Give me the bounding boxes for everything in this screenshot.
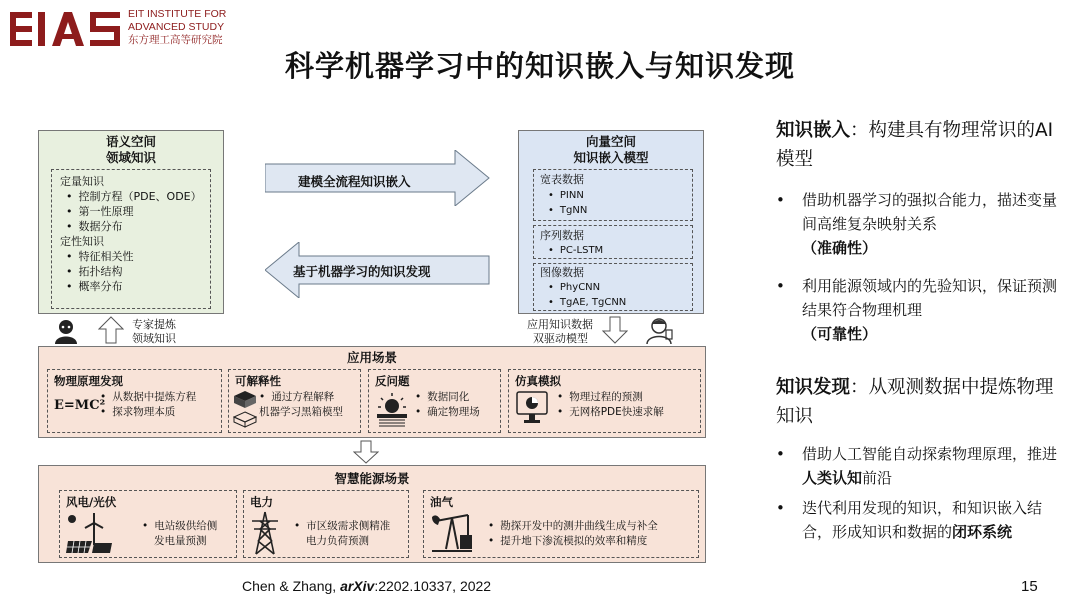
expert-icon bbox=[52, 318, 80, 344]
citation-id: :2202.10337, 2022 bbox=[374, 578, 492, 594]
list-item: • 勘探开发中的测井曲线生成与补全 bbox=[488, 519, 658, 534]
embed-bullet-1: • 借助机器学习的强拟合能力，描述变量间高维复杂映射关系 （准确性） bbox=[776, 191, 1058, 257]
list-item: • 数据分布 bbox=[66, 219, 123, 234]
application-title: 应用场景 bbox=[346, 350, 397, 365]
cell-title: 油气 bbox=[430, 495, 453, 509]
image-data-group bbox=[533, 263, 693, 311]
cell-title: 可解释性 bbox=[235, 374, 281, 388]
application-scenarios-box bbox=[38, 346, 706, 438]
bullet-post: 前沿 bbox=[862, 469, 893, 487]
bullet-bold: （可靠性） bbox=[802, 325, 878, 343]
eias-logo bbox=[10, 10, 122, 48]
list-item: • 控制方程（PDE、ODE） bbox=[66, 189, 202, 204]
list-item: 定性知识 bbox=[60, 235, 104, 248]
vector-space-subtitle: 知识嵌入模型 bbox=[573, 150, 649, 165]
list-item: • 确定物理场 bbox=[415, 405, 480, 420]
cell-title: 风电/光伏 bbox=[66, 495, 117, 509]
logo-line-2: ADVANCED STUDY bbox=[128, 21, 225, 33]
wide-table-group bbox=[533, 169, 693, 221]
list-item: • PC-LSTM bbox=[548, 243, 603, 258]
citation-authors: Chen & Zhang, bbox=[242, 578, 341, 594]
bullet-text: 利用能源领域内的先验知识，保证预测结果符合物理机理 bbox=[802, 277, 1058, 319]
oil-gas-cell bbox=[423, 490, 699, 558]
cell-title: 物理原理发现 bbox=[54, 374, 123, 388]
vector-space-box bbox=[518, 130, 704, 314]
semantic-space-box bbox=[38, 130, 224, 314]
cube-icon bbox=[233, 390, 257, 428]
simulation-cell bbox=[508, 369, 701, 433]
oil-pump-icon bbox=[430, 509, 474, 555]
list-item: • PINN bbox=[548, 188, 584, 203]
wind-solar-cell bbox=[59, 490, 237, 558]
emc2-icon: E=MC² bbox=[54, 398, 106, 413]
logo-text bbox=[128, 8, 268, 47]
slide-title: 科学机器学习中的知识嵌入与知识发现 bbox=[284, 49, 795, 83]
list-item: • 市区级需求侧精准 bbox=[294, 519, 390, 534]
list-item: 电力负荷预测 bbox=[306, 535, 369, 547]
sun-landscape-icon bbox=[375, 390, 409, 428]
sequence-data-group bbox=[533, 225, 693, 259]
list-item: • 特征相关性 bbox=[66, 249, 134, 264]
discover-arrow-label: 基于机器学习的知识发现 bbox=[293, 264, 431, 279]
embed-arrow-label: 建模全流程知识嵌入 bbox=[298, 174, 411, 189]
group-title: 图像数据 bbox=[540, 266, 584, 279]
cell-title: 仿真模拟 bbox=[515, 374, 561, 388]
discover-bullet-1: • 借助人工智能自动探索物理原理，推进人类认知前沿 bbox=[776, 445, 1058, 487]
list-item: • 通过方程解释 bbox=[259, 390, 334, 405]
up-arrow-icon bbox=[98, 316, 124, 344]
bullet-bold: （准确性） bbox=[802, 239, 878, 257]
heading-bold: 知识发现 bbox=[776, 377, 851, 398]
physics-discovery-cell bbox=[47, 369, 222, 433]
list-item: • 第一性原理 bbox=[66, 204, 134, 219]
cell-title: 反问题 bbox=[375, 374, 410, 388]
heading-rest: ：构建具有物理常识的AI模型 bbox=[776, 120, 1054, 170]
list-item: • 物理过程的预测 bbox=[557, 390, 643, 405]
wind-solar-icon bbox=[66, 511, 114, 555]
inverse-problem-cell bbox=[368, 369, 501, 433]
list-item: • 从数据中提炼方程 bbox=[100, 390, 196, 405]
list-item: • 提升地下渗流模拟的效率和精度 bbox=[488, 534, 647, 549]
expert-label-1: 专家提炼 bbox=[132, 318, 176, 331]
list-item: • PhyCNN bbox=[548, 280, 600, 295]
embed-bullet-2: • 利用能源领域内的先验知识，保证预测结果符合物理机理 （可靠性） bbox=[776, 277, 1058, 343]
list-item: 机器学习黑箱模型 bbox=[259, 406, 343, 418]
power-cell bbox=[243, 490, 409, 558]
list-item: • 拓扑结构 bbox=[66, 264, 123, 279]
heading-rest: ：从观测数据中提炼物理知识 bbox=[776, 377, 1054, 427]
knowledge-embedding-heading bbox=[776, 116, 1066, 174]
list-item: 定量知识 bbox=[60, 175, 104, 188]
smart-energy-box bbox=[38, 465, 706, 563]
semantic-space-subtitle: 领域知识 bbox=[105, 150, 156, 165]
semantic-space-title: 语义空间 bbox=[105, 134, 156, 149]
power-tower-icon bbox=[250, 511, 280, 555]
apply-label-2: 双驱动模型 bbox=[533, 332, 588, 345]
down-arrow-icon bbox=[602, 316, 628, 344]
cell-title: 电力 bbox=[250, 495, 273, 509]
heading-bold: 知识嵌入 bbox=[776, 120, 851, 141]
bullet-text: 借助机器学习的强拟合能力，描述变量间高维复杂映射关系 bbox=[802, 191, 1058, 233]
discover-bullet-2: • 迭代利用发现的知识，和知识嵌入结合，形成知识和数据的闭环系统 bbox=[776, 499, 1043, 541]
page-number: 15 bbox=[1021, 578, 1038, 595]
list-item: • TgAE, TgCNN bbox=[548, 295, 626, 310]
list-item: • 探求物理本质 bbox=[100, 405, 175, 420]
citation-venue: arXiv bbox=[340, 578, 375, 594]
scientist-icon bbox=[644, 316, 674, 344]
vector-space-title: 向量空间 bbox=[585, 134, 636, 149]
apply-label-1: 应用知识数据 bbox=[527, 318, 593, 331]
bullet-bold: 闭环系统 bbox=[952, 523, 1013, 541]
expert-label-2: 领域知识 bbox=[132, 332, 176, 345]
bullet-pre: 借助人工智能自动探索物理原理，推进 bbox=[802, 445, 1058, 463]
list-item: • TgNN bbox=[548, 203, 587, 218]
list-item: • 电站级供给侧 bbox=[142, 519, 217, 534]
down-arrow-icon bbox=[353, 440, 379, 464]
list-item: • 数据同化 bbox=[415, 390, 469, 405]
group-title: 序列数据 bbox=[540, 229, 584, 242]
logo-line-1: EIT INSTITUTE FOR bbox=[128, 8, 227, 20]
bullet-pre: 迭代利用发现的知识，和知识嵌入结合，形成知识和数据的 bbox=[802, 499, 1043, 541]
list-item: • 概率分布 bbox=[66, 279, 123, 294]
citation bbox=[242, 578, 491, 594]
list-item: 发电量预测 bbox=[154, 535, 207, 547]
group-title: 宽表数据 bbox=[540, 173, 584, 186]
bullet-bold: 人类认知 bbox=[802, 469, 863, 487]
knowledge-discovery-heading bbox=[776, 373, 1066, 431]
domain-knowledge-list bbox=[51, 169, 211, 309]
interpretability-cell bbox=[228, 369, 361, 433]
monitor-chart-icon bbox=[515, 390, 549, 426]
energy-title: 智慧能源场景 bbox=[334, 471, 410, 486]
list-item: • 无网格PDE快速求解 bbox=[557, 405, 664, 420]
logo-line-3: 东方理工高等研究院 bbox=[128, 34, 223, 46]
